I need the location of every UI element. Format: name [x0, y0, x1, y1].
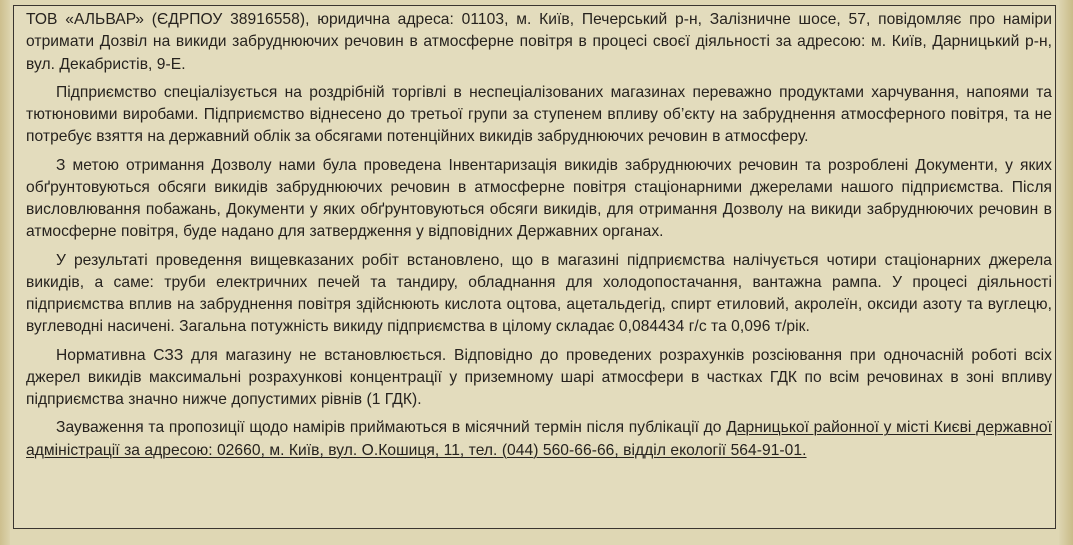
comments-text: Зауваження та пропозиції щодо намірів приймаються в місячний термін після публікації до — [56, 419, 727, 437]
page-edge-right — [1059, 0, 1073, 545]
public-notice — [26, 9, 1052, 468]
paragraph-emission-sources: У результаті проведення вищевказаних робіт встановлено, що в магазині підприємства налічується чотири стаціонарних джерела викидів, а саме: труби електричних печей та тандиру, обладнання для холодопостачання, вантажна рампа. У процесі діяльності підприємства вплив на забруднення повітря здійснюють кислота оцтова, ацетальдегід, спирт етиловий, акролеїн, оксиди азоту та вуглецю, вуглеводні насичені. Загальна потужність викиду підприємства в цілому складає 0,084434 г/с та 0,096 т/рік. — [26, 251, 1052, 336]
administration-address: Дарницької районної у місті Києві державної адміністрації за адресою: 02660, м. Київ, вул. О.Кошиця, 11, тел. (044) 560-66-66, відділ екології 564-91-01. — [26, 419, 1052, 459]
paragraph-inventory: З метою отримання Дозволу нами була проведена Інвентаризація викидів забруднюючих речовин та розроблені Документи, у яких обґрунтовуються обсяги викидів забруднюючих речовин в атмосферне повітря стаціонарними джерелами нашого підприємства. Після висловлювання побажань, Документи у яких обґрунтовуються обсяги викидів, для отримання Дозволу на викиди забруднюючих речовин в атмосферне повітря, буде надано для затвердження у відповідних Державних органах. — [26, 156, 1052, 241]
paragraph-activity: Підприємство спеціалізується на роздрібній торгівлі в неспеціалізованих магазинах переважно продуктами харчування, напоями та тютюновими виробами. Підприємство віднесено до третьої групи за ступенем впливу об’єкту на забруднення атмосферного повітря, та не потребує взяття на державний облік за обсягами потенційних викидів забруднюючих речовин в атмосферу. — [26, 83, 1052, 146]
paragraph-company-intent: ТОВ «АЛЬВАР» (ЄДРПОУ 38916558), юридична адреса: 01103, м. Київ, Печерський р-н, Залізничне шосе, 57, повідомляє про наміри отримати Дозвіл на викиди забруднюючих речовин в атмосферне повітря в процесі своєї діяльності за адресою: м. Київ, Дарницький р-н, вул. Декабристів, 9-Е. — [26, 11, 1052, 73]
paragraph-comments-contact — [26, 417, 1052, 462]
paragraph-sanitary-zone: Нормативна СЗЗ для магазину не встановлюється. Відповідно до проведених розрахунків розсіювання при одночасній роботі всіх джерел викидів максимальні розрахункові концентрації у приземному шарі атмосфери в частках ГДК по всім речовинах в зоні впливу підприємства значно нижче допустимих рівнів (1 ГДК). — [26, 346, 1052, 408]
page-edge-left — [0, 0, 10, 545]
